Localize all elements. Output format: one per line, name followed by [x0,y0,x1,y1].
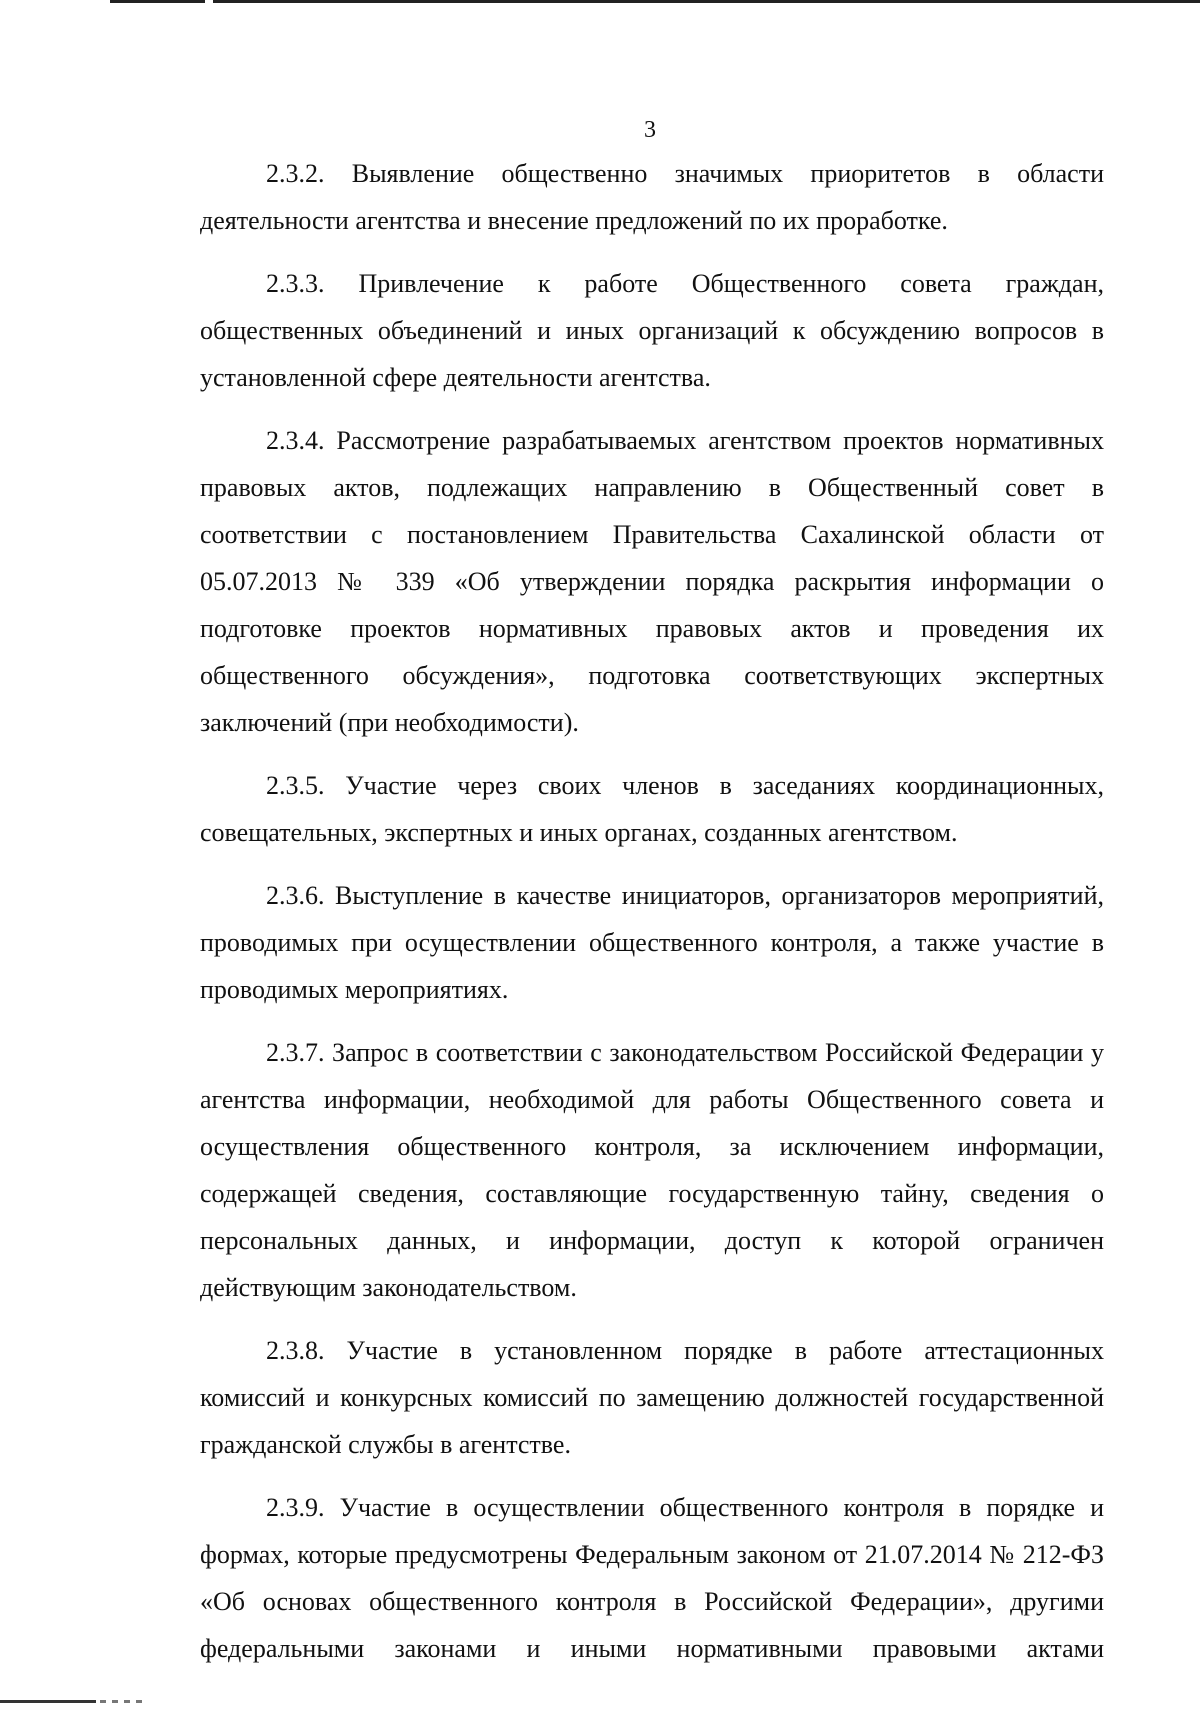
paragraph-2-3-4: 2.3.4. Рассмотрение разрабатываемых агентством проектов нормативных правовых актов, подлежащих направлению в Общественный совет в соответствии с постановлением Правительства Сахалинской области от 05.07.2013 № 339 «Об утверждении порядка раскрытия информации о подготовке проектов нормативных правовых актов и проведения их общественного обсуждения», подготовка соответствующих экспертных заключений (при необходимости). [200,426,1104,737]
paragraph-2-3-7: 2.3.7. Запрос в соответствии с законодательством Российской Федерации у агентства информации, необходимой для работы Общественного совета и осуществления общественного контроля, за исключением информации, содержащей сведения, составляющие государственную тайну, сведения о персональных данных, и информации, доступ к которой ограничен действующим законодательством. [200,1038,1104,1302]
scan-edge-top-gap [205,0,213,3]
scan-edge-bottom [0,1700,96,1703]
page-number: 3 [644,117,656,143]
scan-edge-top [110,0,1200,3]
paragraph-2-3-3: 2.3.3. Привлечение к работе Общественного совета граждан, общественных объединений и иных организаций к обсуждению вопросов в установленной сфере деятельности агентства. [200,269,1104,392]
paragraph-2-3-9: 2.3.9. Участие в осуществлении общественного контроля в порядке и формах, которые предусмотрены Федеральным законом от 21.07.2014 № 212-ФЗ «Об основах общественного контроля в Российской Федерации», другими федеральными законами и иными нормативными правовыми актами [200,1493,1104,1663]
document-body [200,150,1104,1688]
scan-edge-bottom-dots [100,1700,148,1703]
paragraph-2-3-5: 2.3.5. Участие через своих членов в заседаниях координационных, совещательных, экспертных и иных органах, созданных агентством. [200,771,1104,847]
paragraph-2-3-2: 2.3.2. Выявление общественно значимых приоритетов в области деятельности агентства и внесение предложений по их проработке. [200,159,1104,235]
paragraph-2-3-8: 2.3.8. Участие в установленном порядке в работе аттестационных комиссий и конкурсных комиссий по замещению должностей государственной гражданской службы в агентстве. [200,1336,1104,1459]
paragraph-2-3-6: 2.3.6. Выступление в качестве инициаторов, организаторов мероприятий, проводимых при осуществлении общественного контроля, а также участие в проводимых мероприятиях. [200,881,1104,1004]
